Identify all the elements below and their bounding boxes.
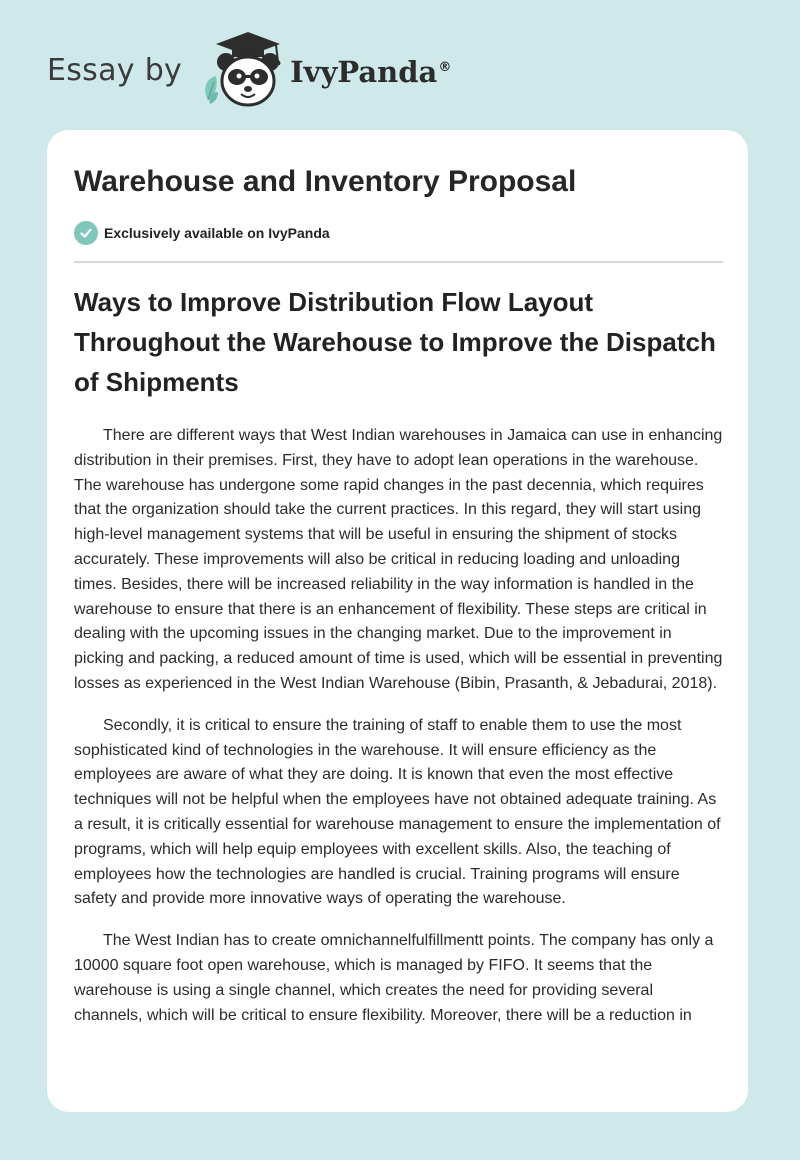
essay-body	[74, 424, 724, 1045]
essay-by-label: Essay by	[47, 52, 183, 88]
brand-text: IvyPanda	[290, 55, 438, 89]
section-heading: Ways to Improve Distribution Flow Layout Throughout the Warehouse to Improve the Dispatch of Shipments	[74, 287, 716, 397]
check-icon	[74, 221, 98, 245]
paragraph: The West Indian has to create omnichannelfulfillmentt points. The company has only a 10000 square foot open warehouse, which is managed by FIFO. It seems that the warehouse is using a single channel, which creates the need for providing several channels, which will be critical to ensure flexibility. Moreover, there will be a reduction in	[74, 932, 714, 1024]
paragraph: There are different ways that West Indian warehouses in Jamaica can use in enhancing distribution in their premises. First, they have to adopt lean operations in the warehouse. The warehouse has undergone some rapid changes in the past decennia, which requires that the organization should take the current practices. In this regard, they will start using high-level management systems that will be useful in ensuring the shipment of stocks accurately. These improvements will also be critical in reducing loading and unloading times. Besides, there will be increased reliability in the way information is handled in the warehouse to ensure that there is an enhancement of flexibility. These steps are critical in dealing with the upcoming issues in the changing market. Due to the improvement in picking and packing, a reduced amount of time is used, which will be essential in preventing losses as experienced in the West Indian Warehouse (Bibin, Prasanth, & Jebadurai, 2018).	[74, 427, 723, 692]
availability-badge	[74, 221, 330, 245]
panda-logo-icon	[196, 30, 286, 110]
brand-name	[290, 55, 451, 89]
essay-card	[47, 130, 748, 1112]
divider	[74, 261, 723, 263]
availability-text: Exclusively available on IvyPanda	[104, 225, 330, 241]
registered-mark: ®	[438, 60, 452, 76]
site-header	[47, 30, 451, 110]
paragraph: Secondly, it is critical to ensure the training of staff to enable them to use the most sophisticated kind of technologies in the warehouse. It will ensure efficiency as the employees are aware of what they are doing. It is known that even the most effective techniques will not be helpful when the employees have not obtained adequate training. As a result, it is critically essential for warehouse management to ensure the implementation of programs, which will help equip employees with excellent skills. Also, the teaching of employees how the technologies are handled is crucial. Training programs will ensure safety and provide more innovative ways of operating the warehouse.	[74, 716, 721, 908]
document-title: Warehouse and Inventory Proposal	[74, 165, 577, 198]
